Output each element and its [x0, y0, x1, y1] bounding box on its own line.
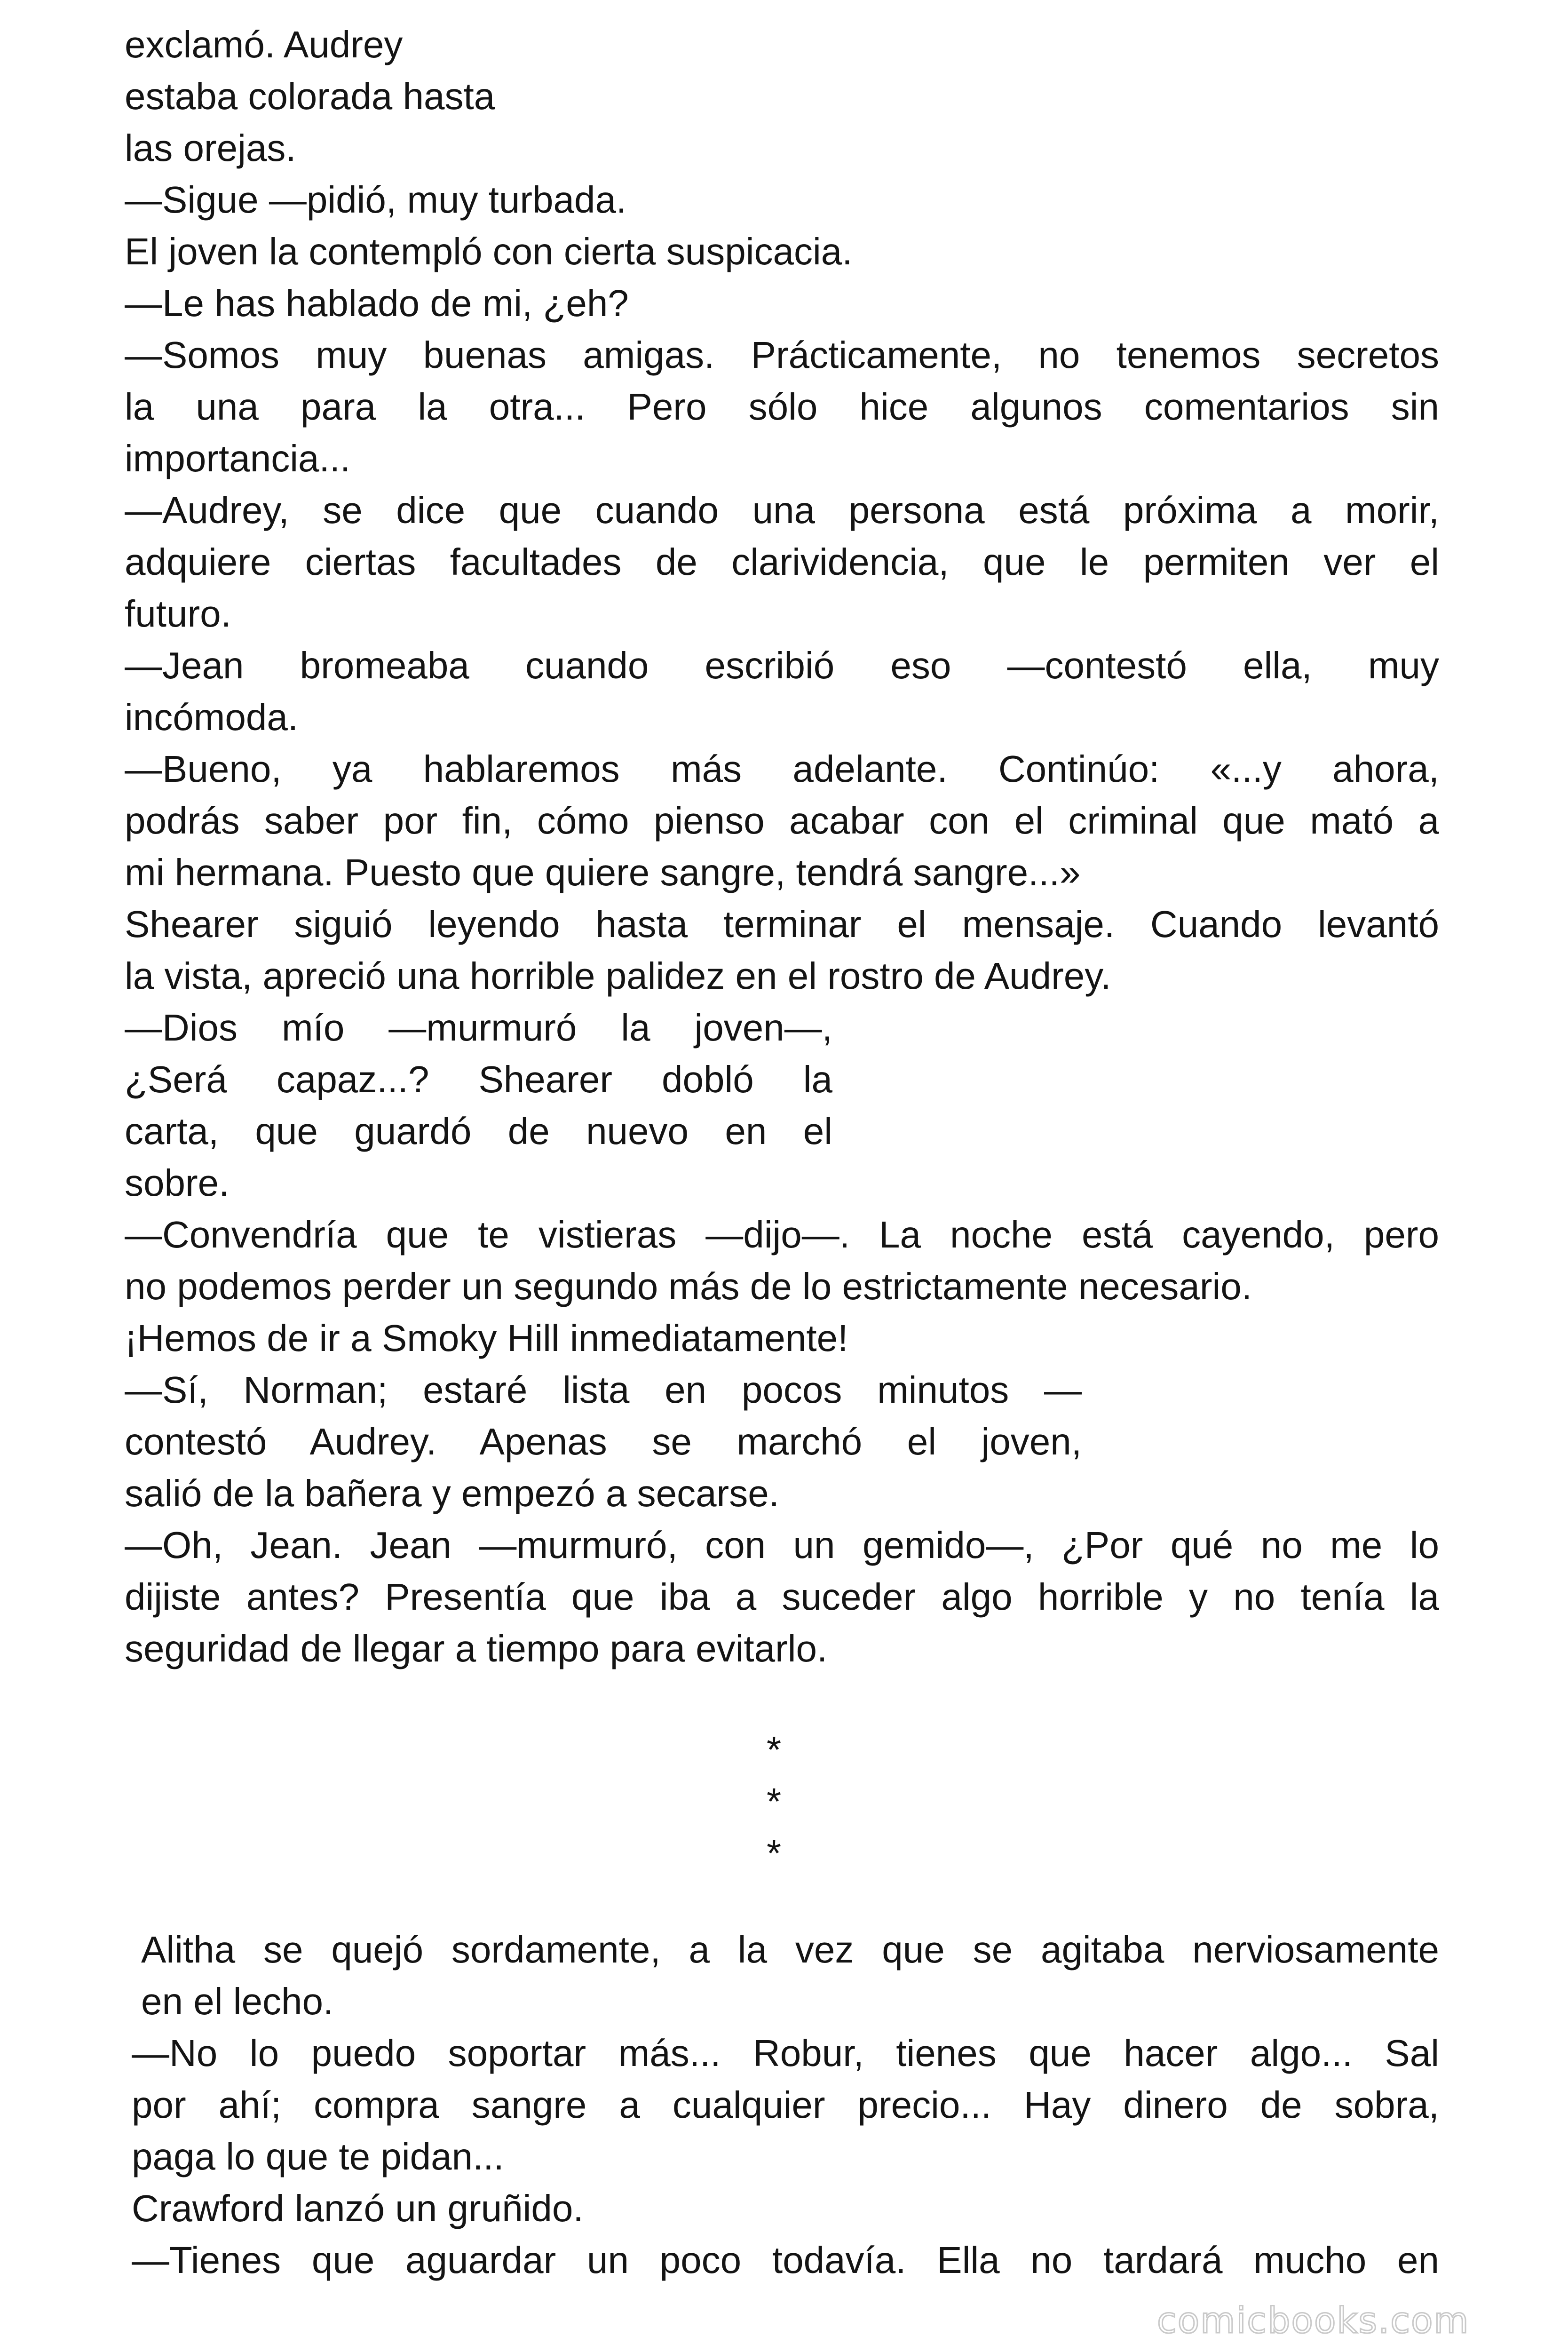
- text-line: en el lecho.: [141, 1980, 334, 2022]
- text-line: mi hermana. Puesto que quiere sangre, tendrá sangre...»: [125, 851, 1081, 893]
- text-line: —No lo puedo soportar más... Robur, tienes que hacer algo... Sal: [132, 2032, 1439, 2074]
- text-line: El joven la contempló con cierta suspicacia.: [125, 230, 853, 272]
- text-line: exclamó. Audrey: [125, 24, 403, 65]
- text-line: carta, que guardó de nuevo en el: [125, 1110, 832, 1152]
- text-line: Shearer siguió leyendo hasta terminar el mensaje. Cuando levantó: [125, 903, 1439, 945]
- text-line: sobre.: [125, 1162, 230, 1204]
- text-line: adquiere ciertas facultades de clarividencia, que le permiten ver el: [125, 541, 1439, 583]
- section-separator-star: *: [767, 1729, 782, 1771]
- text-line: paga lo que te pidan...: [132, 2136, 504, 2177]
- text-line: —Dios mío —murmuró la joven—,: [125, 1007, 832, 1049]
- text-line: —Audrey, se dice que cuando una persona está próxima a morir,: [125, 489, 1439, 531]
- text-line: incómoda.: [125, 696, 299, 738]
- text-line: la vista, apreció una horrible palidez en el rostro de Audrey.: [125, 955, 1111, 997]
- section-separator-star: *: [767, 1780, 782, 1822]
- text-line: futuro.: [125, 593, 231, 635]
- text-line: las orejas.: [125, 127, 296, 169]
- text-line: importancia...: [125, 437, 351, 479]
- text-line: —Convendría que te vistieras —dijo—. La noche está cayendo, pero: [125, 1214, 1439, 1255]
- text-line: —Somos muy buenas amigas. Prácticamente, no tenemos secretos: [125, 334, 1439, 376]
- text-line: contestó Audrey. Apenas se marchó el joven,: [125, 1421, 1082, 1462]
- watermark-logo: comicbooks.com: [1157, 2299, 1470, 2341]
- text-line: podrás saber por fin, cómo pienso acabar con el criminal que mató a: [125, 800, 1439, 842]
- text-line: ¿Será capaz...? Shearer dobló la: [125, 1058, 832, 1100]
- text-line: salió de la bañera y empezó a secarse.: [125, 1472, 779, 1514]
- text-line: —Le has hablado de mi, ¿eh?: [125, 282, 629, 324]
- text-line: ¡Hemos de ir a Smoky Hill inmediatamente!: [125, 1317, 848, 1359]
- text-line: —Sigue —pidió, muy turbada.: [125, 179, 627, 221]
- text-line: no podemos perder un segundo más de lo estrictamente necesario.: [125, 1265, 1252, 1307]
- text-line: —Tienes que aguardar un poco todavía. Ella no tardará mucho en: [132, 2239, 1439, 2281]
- text-line: dijiste antes? Presentía que iba a suceder algo horrible y no tenía la: [125, 1576, 1439, 1618]
- text-line: Crawford lanzó un gruñido.: [132, 2187, 584, 2229]
- text-line: por ahí; compra sangre a cualquier precio... Hay dinero de sobra,: [132, 2084, 1439, 2126]
- text-line: —Jean bromeaba cuando escribió eso —contestó ella, muy: [125, 644, 1439, 686]
- section-separator-star: *: [767, 1832, 782, 1874]
- text-line: seguridad de llegar a tiempo para evitarlo.: [125, 1628, 828, 1669]
- text-line: la una para la otra... Pero sólo hice algunos comentarios sin: [125, 386, 1439, 428]
- text-line: estaba colorada hasta: [125, 75, 495, 117]
- text-line: —Bueno, ya hablaremos más adelante. Continúo: «...y ahora,: [125, 748, 1439, 790]
- text-line: Alitha se quejó sordamente, a la vez que se agitaba nerviosamente: [141, 1929, 1439, 1971]
- text-line: —Oh, Jean. Jean —murmuró, con un gemido—, ¿Por qué no me lo: [125, 1524, 1439, 1566]
- text-line: —Sí, Norman; estaré lista en pocos minutos —: [125, 1369, 1082, 1411]
